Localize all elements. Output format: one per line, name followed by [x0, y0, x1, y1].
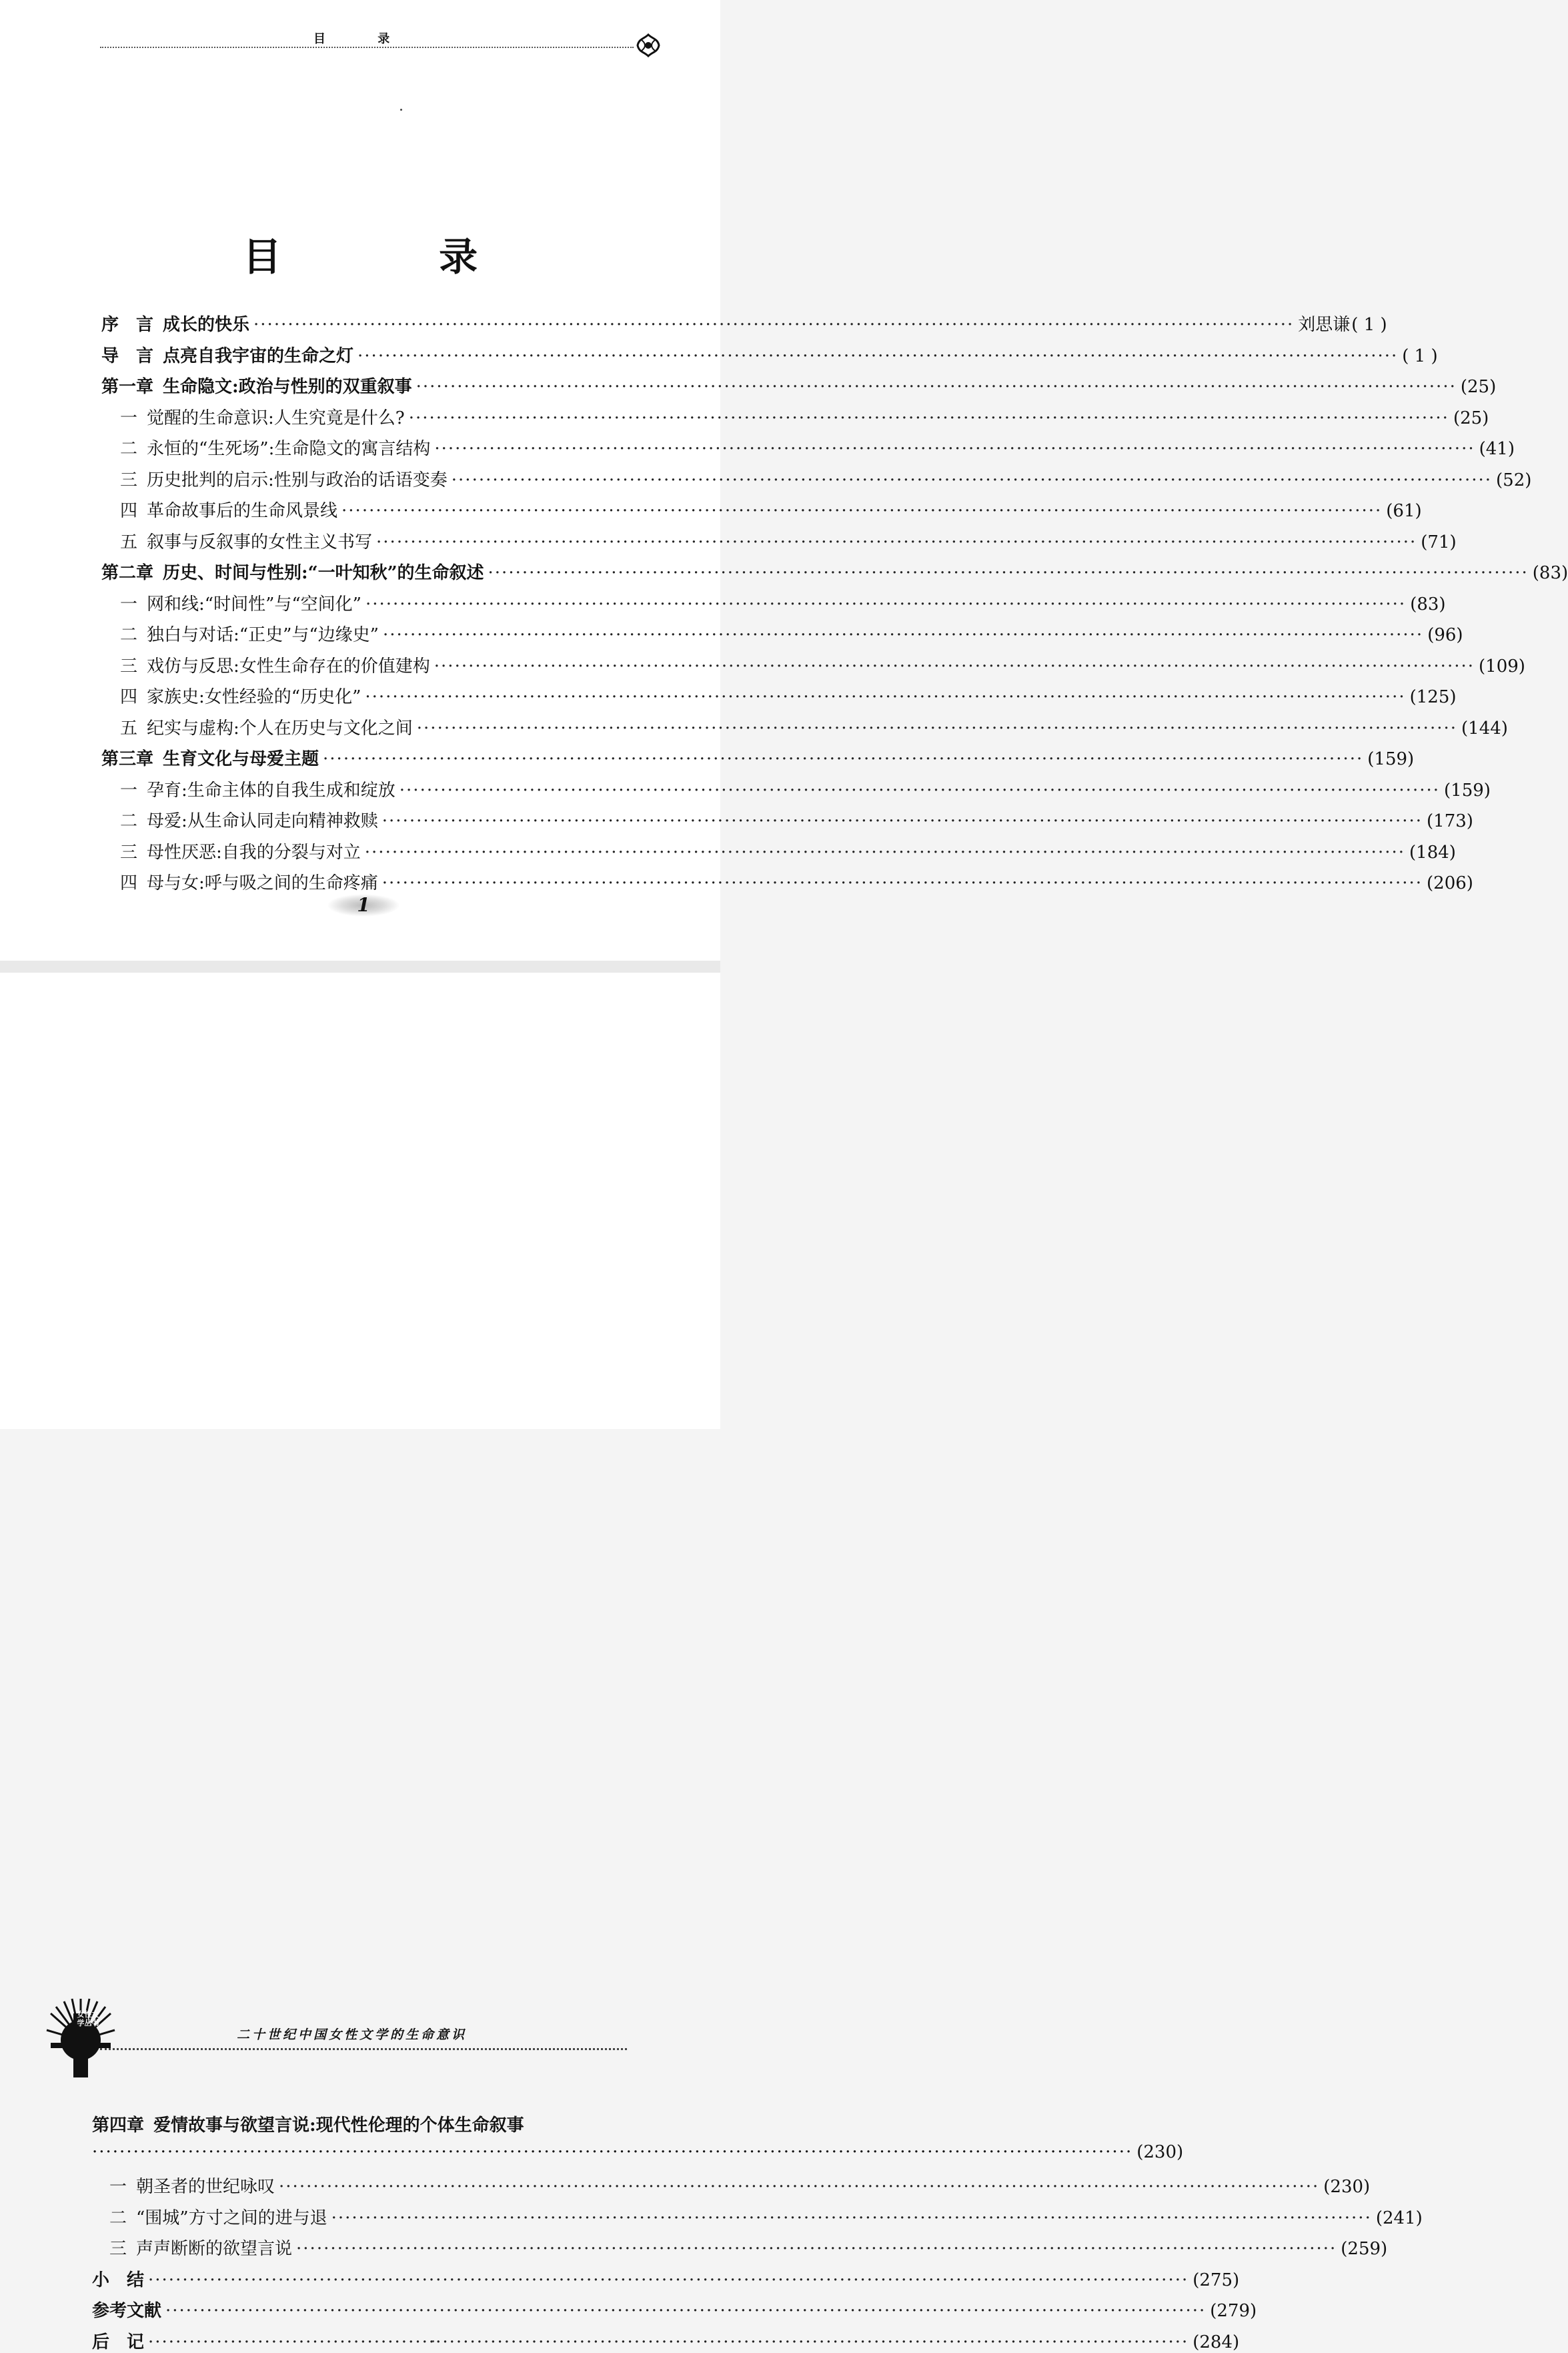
toc-label: 第一章: [101, 377, 154, 397]
toc-title: “围城”方寸之间的进与退: [136, 2208, 327, 2228]
toc-entry: [120, 404, 1489, 429]
toc-entry: [101, 745, 1415, 770]
toc-entry: [120, 807, 1473, 832]
toc-page: (83): [1410, 594, 1446, 614]
running-head: 目 录: [313, 32, 414, 46]
toc-page: (275): [1193, 2270, 1240, 2290]
toc-entry: [109, 2204, 1423, 2229]
toc-label: 参考文献: [92, 2301, 162, 2321]
toc-page: (71): [1421, 532, 1457, 552]
dot-leader: [488, 563, 1529, 583]
toc-label: 第四章: [92, 2115, 145, 2136]
toc-entry: [92, 2297, 1257, 2322]
toc-title: 纪实与虚构:个人在历史与文化之间: [147, 718, 413, 739]
dot-leader: [365, 687, 1405, 707]
print-speck: [432, 2340, 434, 2342]
toc-page: (144): [1461, 718, 1508, 739]
dot-leader: [341, 501, 1382, 521]
dot-leader: [376, 532, 1417, 552]
floral-ornament-icon: [635, 32, 662, 59]
dot-leader: [323, 749, 1363, 769]
toc-page: ( 1 ): [1402, 346, 1438, 366]
toc-author: 刘思谦: [1298, 315, 1351, 335]
toc-entry: [120, 497, 1422, 522]
toc-entry: [101, 311, 1387, 336]
toc-label: 四: [120, 501, 138, 521]
toc-label: 一: [120, 780, 138, 801]
toc-page: (159): [1367, 749, 1415, 769]
dot-leader: [452, 470, 1492, 490]
toc-label: 二: [120, 439, 138, 459]
toc-title: 母性厌恶:自我的分裂与对立: [147, 842, 361, 863]
toc-label: 一: [120, 594, 138, 614]
dot-leader: [434, 656, 1475, 676]
toc-label: 三: [120, 842, 138, 863]
header-rule: [100, 2048, 627, 2050]
dot-leader: [357, 346, 1398, 366]
dot-leader: [148, 2270, 1189, 2290]
toc-label: 二: [120, 811, 138, 831]
dot-leader: [417, 719, 1457, 739]
toc-chapter-4-leader: [92, 2142, 1184, 2162]
toc-entry: [120, 683, 1457, 708]
dot-leader: [92, 2142, 1132, 2162]
toc-page: (52): [1496, 470, 1532, 490]
toc-entry: [101, 342, 1438, 367]
toc-label: 三: [120, 470, 138, 490]
toc-title: 网和线:“时间性”与“空间化”: [147, 594, 361, 614]
dot-leader: [382, 811, 1423, 831]
toc-title: 戏仿与反思:女性生命存在的价值建构: [147, 656, 430, 676]
toc-title: 生命隐文:政治与性别的双重叙事: [163, 377, 412, 397]
toc-title: 成长的快乐: [163, 315, 250, 335]
dot-leader: [296, 2239, 1337, 2259]
toc-entry: [120, 621, 1463, 646]
toc-entry: [109, 2235, 1388, 2260]
toc-title: 母与女:呼与吸之间的生命疼痛: [147, 873, 378, 893]
dot-leader: [400, 781, 1440, 801]
dot-leader: [148, 2332, 1189, 2352]
toc-entry: [120, 528, 1457, 553]
toc-label: 五: [120, 532, 138, 552]
series-logo-text: 女性文学丛书: [77, 2010, 99, 2027]
toc-page: (279): [1210, 2301, 1257, 2321]
toc-label: 二: [109, 2208, 127, 2228]
toc-entry: [120, 590, 1446, 615]
toc-page: (159): [1444, 780, 1491, 801]
toc-title: 点亮自我宇宙的生命之灯: [163, 346, 354, 366]
book-page-2: [0, 973, 1423, 2352]
toc-page: (206): [1427, 873, 1473, 893]
toc-title: 独白与对话:“正史”与“边缘史”: [147, 625, 379, 645]
toc-page: (241): [1375, 2208, 1423, 2228]
dot-leader: [365, 594, 1406, 614]
dot-leader: [409, 408, 1449, 428]
toc-entry: [109, 2173, 1371, 2198]
print-speck: [400, 109, 402, 111]
toc-title: 永恒的“生死场”:生命隐文的寓言结构: [147, 439, 431, 459]
toc-page: (109): [1479, 656, 1525, 676]
toc-title: 孕育:生命主体的自我生成和绽放: [147, 780, 396, 801]
toc-entry: [92, 2328, 1240, 2353]
toc-page: (230): [1136, 2142, 1184, 2162]
toc-title: 朝圣者的世纪咏叹: [136, 2177, 275, 2197]
toc-entry: [120, 435, 1515, 460]
toc-label: 二: [120, 625, 138, 645]
toc-title: 叙事与反叙事的女性主义书写: [147, 532, 373, 552]
toc-page: (41): [1479, 439, 1515, 459]
toc-label: 序 言: [101, 315, 154, 335]
dot-leader: [416, 377, 1457, 397]
toc-entry: [120, 715, 1508, 739]
toc-page: ( 1 ): [1351, 315, 1387, 335]
toc-label: 五: [120, 718, 138, 739]
toc-title: 生育文化与母爱主题: [163, 749, 319, 769]
page-number: 1: [327, 894, 400, 917]
toc-title: 革命故事后的生命风景线: [147, 501, 338, 521]
dot-leader: [279, 2177, 1319, 2197]
toc-page: (173): [1427, 811, 1473, 831]
toc-label: 导 言: [101, 346, 154, 366]
toc-title: 历史、时间与性别:“一叶知秋”的生命叙述: [163, 563, 484, 583]
toc-title: 声声断断的欲望言说: [136, 2239, 293, 2259]
toc-entry: [92, 2266, 1240, 2291]
dot-leader: [434, 439, 1475, 459]
toc-entry: [120, 869, 1473, 894]
dot-leader: [253, 315, 1294, 335]
toc-page: (230): [1323, 2177, 1371, 2197]
toc-label: 后 记: [92, 2332, 145, 2352]
toc-page: (284): [1193, 2332, 1240, 2352]
toc-page: (25): [1460, 377, 1497, 397]
toc-title: 母爱:从生命认同走向精神救赎: [147, 811, 378, 831]
dot-leader: [383, 625, 1423, 645]
toc-page: (83): [1532, 563, 1568, 583]
toc-label: 小 结: [92, 2270, 145, 2290]
dot-leader: [365, 843, 1405, 863]
toc-title: 爱情故事与欲望言说:现代性伦理的个体生命叙事: [153, 2115, 524, 2136]
toc-label: 第三章: [101, 749, 154, 769]
toc-page: (96): [1427, 625, 1463, 645]
toc-entry: [120, 839, 1456, 863]
dot-leader: [382, 873, 1423, 893]
toc-label: 三: [120, 656, 138, 676]
toc-page: (184): [1409, 842, 1456, 863]
toc-title: 觉醒的生命意识:人生究竟是什么?: [147, 408, 405, 428]
toc-page: (125): [1409, 687, 1457, 707]
header-rule: [100, 47, 634, 48]
toc-entry: [101, 373, 1497, 398]
toc-label: 四: [120, 873, 138, 893]
dot-leader: [331, 2208, 1372, 2228]
dot-leader: [165, 2301, 1206, 2321]
page-gap: [0, 961, 720, 973]
toc-page: (259): [1341, 2239, 1388, 2259]
toc-title: 家族史:女性经验的“历史化”: [147, 687, 361, 707]
toc-entry: [120, 777, 1491, 801]
page-title: 目 录: [242, 234, 550, 280]
running-head: 二十世纪中国女性文学的生命意识: [237, 2027, 468, 2042]
toc-label: 三: [109, 2239, 127, 2259]
series-sun-logo-icon: [44, 1993, 117, 2080]
toc-label: 一: [109, 2177, 127, 2197]
toc-chapter-4: [92, 2111, 616, 2136]
toc-label: 第二章: [101, 563, 154, 583]
toc-entry: [120, 652, 1525, 677]
toc-label: 四: [120, 687, 138, 707]
toc-entry: [120, 466, 1532, 491]
book-page-1: [0, 0, 1568, 961]
toc-title: 历史批判的启示:性别与政治的话语变奏: [147, 470, 448, 490]
toc-label: 一: [120, 408, 138, 428]
toc-page: (25): [1453, 408, 1489, 428]
toc-entry: [101, 559, 1568, 584]
toc-page: (61): [1386, 501, 1422, 521]
